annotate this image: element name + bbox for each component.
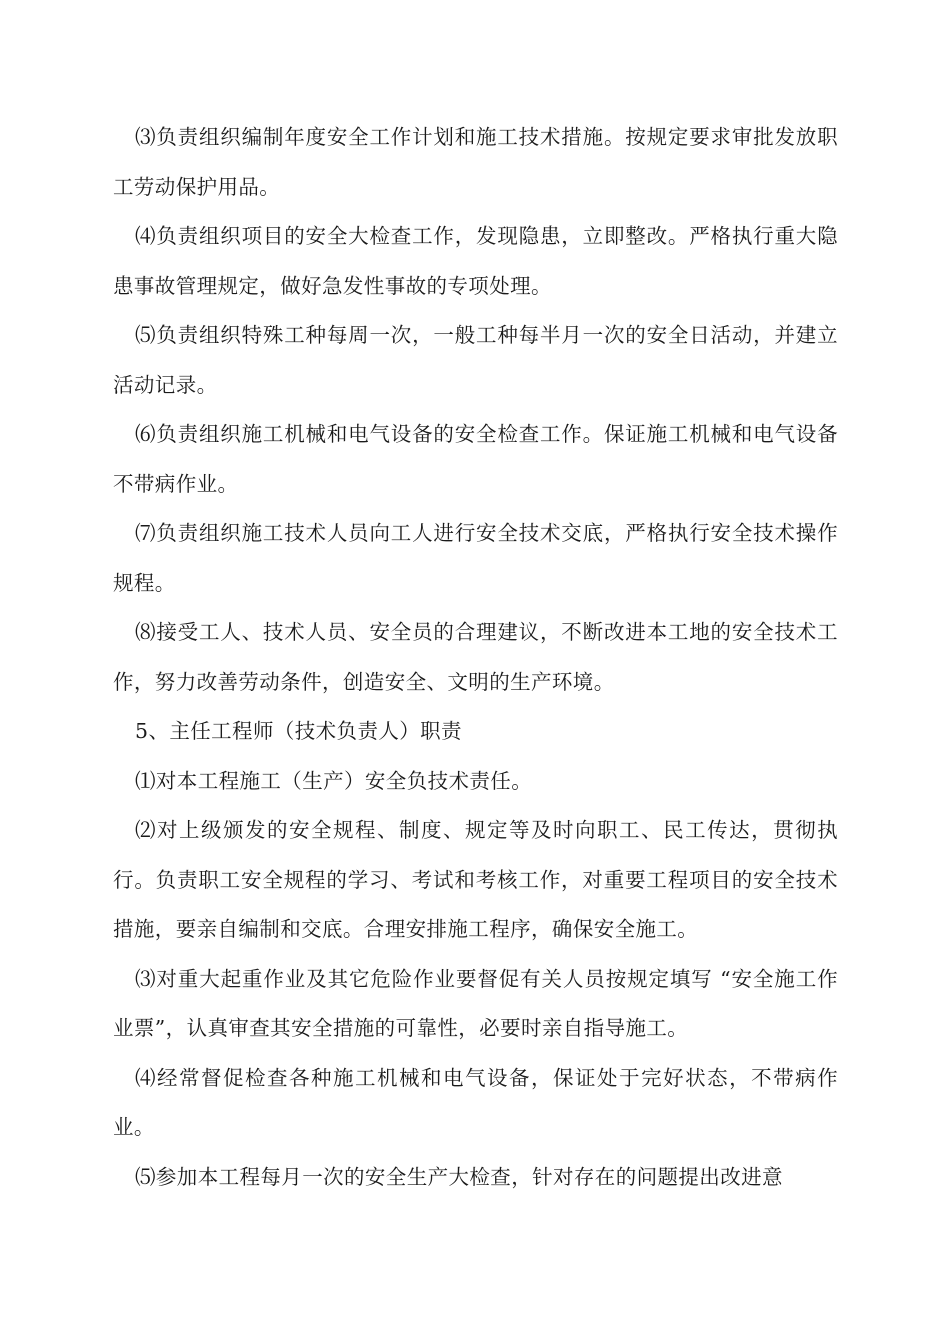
paragraph-duty-1: ⑴对本工程施工（生产）安全负技术责任。 xyxy=(135,768,533,793)
paragraph-item-5: ⑸负责组织特殊工种每周一次，一般工种每半月一次的安全日活动，并建立活动记录。 xyxy=(113,323,838,397)
section-heading: 5、主任工程师（技术负责人）职责 xyxy=(135,719,462,743)
paragraph-duty-2: ⑵对上级颁发的安全规程、制度、规定等及时向职工、民工传达，贯彻执行。负责职工安全规程的学习、考试和考核工作，对重要工程项目的安全技术措施，要亲自编制和交底。合理安排施工程序，确保安全施工。 xyxy=(113,818,838,941)
paragraph-duty-3: ⑶对重大起重作业及其它危险作业要督促有关人员按规定填写 “安全施工作业票”，认真审查其安全措施的可靠性，必要时亲自指导施工。 xyxy=(113,966,838,1040)
paragraph-item-4: ⑷负责组织项目的安全大检查工作，发现隐患，立即整改。严格执行重大隐患事故管理规定，做好急发性事故的专项处理。 xyxy=(113,224,838,298)
document-body xyxy=(113,113,838,1202)
paragraph-item-3: ⑶负责组织编制年度安全工作计划和施工技术措施。按规定要求审批发放职工劳动保护用品。 xyxy=(113,125,838,199)
paragraph-item-7: ⑺负责组织施工技术人员向工人进行安全技术交底，严格执行安全技术操作规程。 xyxy=(113,521,838,595)
paragraph-duty-5: ⑸参加本工程每月一次的安全生产大检查，针对存在的问题提出改进意 xyxy=(135,1164,783,1189)
paragraph-item-6: ⑹负责组织施工机械和电气设备的安全检查工作。保证施工机械和电气设备不带病作业。 xyxy=(113,422,838,496)
paragraph-item-8: ⑻接受工人、技术人员、安全员的合理建议，不断改进本工地的安全技术工作，努力改善劳动条件，创造安全、文明的生产环境。 xyxy=(113,620,838,694)
paragraph-duty-4: ⑷经常督促检查各种施工机械和电气设备，保证处于完好状态，不带病作业。 xyxy=(113,1065,838,1139)
